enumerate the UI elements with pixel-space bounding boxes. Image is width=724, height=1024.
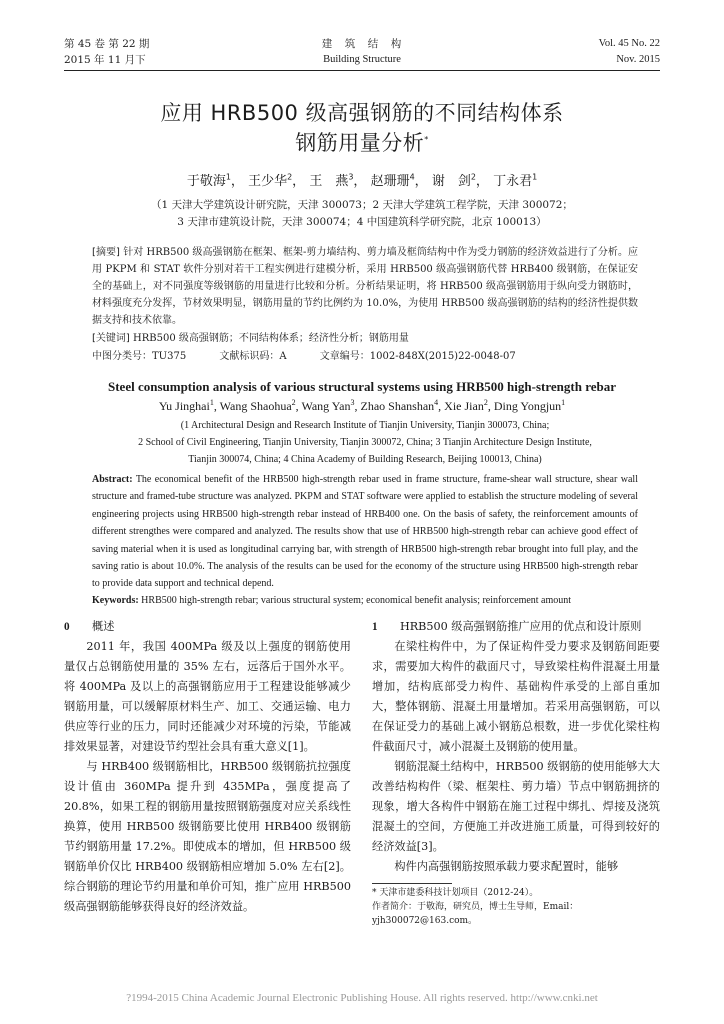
- section-title: HRB500 级高强钢筋推广应用的优点和设计原则: [400, 620, 642, 633]
- english-affiliation-line: 2 School of Civil Engineering, Tianjin University, Tianjin 300072, China; 3 Tianjin Architecture Design Institute,: [138, 437, 592, 448]
- author-en-name: Wang Shaohua: [219, 399, 292, 413]
- abstract-cn-label: [摘要]: [92, 247, 120, 258]
- author: [187, 174, 231, 189]
- document-code: 文献标识码：A: [219, 351, 287, 362]
- classification-row: [92, 348, 546, 365]
- abstract-en-text: The economical benefit of the HRB500 high-strength rebar used in frame structure, frame-shear wall structure, shear wall structure and framed-tube structure was analyzed. PKPM and STAT software were applied to establish the structure modeling of several engineering projects using HRB500 high-strength rebar instead of HRB400 one. On the basis of safety, the reinforcement amounts of different strengthes were compared and analyzed. The results show that use of HRB500 high-strength rebar can achieve good effect of saving material when it is used as longitudinal carrying bar, with strength of HRB500 high-strength rebar brought into full play, and the saving ratio is about 10.0%. The analysis of the results can be used for the economy of the structure using HRB500 high-strength rebar to provide data support and technical depend.: [92, 474, 638, 590]
- journal-volume-en: [500, 36, 660, 68]
- funding-note: * 天津市建委科技计划项目（2012-24）。: [372, 888, 539, 898]
- keywords-cn-label: [关键词]: [92, 333, 130, 344]
- paragraph: 构件内高强钢筋按照承载力要求配置时，能够: [394, 860, 619, 873]
- author-name: 于敬海: [186, 174, 226, 189]
- author-en-sup: 2: [483, 398, 488, 407]
- footnote-rule: [372, 883, 452, 884]
- author-en-name: Wang Yan: [301, 399, 351, 413]
- author-sup: 2: [470, 172, 476, 182]
- keywords-en: [92, 592, 638, 609]
- author-en-name: Ding Yongjun: [493, 399, 562, 413]
- issue-date: 2015 年 11 月下: [64, 54, 146, 66]
- author-sup: 2: [287, 172, 293, 182]
- english-affiliation-line: Tianjin 300074, China; 4 China Academy of Building Research, Beijing 100013, China): [188, 454, 542, 465]
- title-line-2-text: 钢筋用量分析: [295, 131, 425, 155]
- date-en: Nov. 2015: [616, 54, 660, 65]
- author: [493, 174, 537, 189]
- author-name: 王 燕: [309, 174, 349, 189]
- author-en-sup: 1: [209, 398, 214, 407]
- affiliation-line: （1 天津大学建筑设计研究院，天津 300073；2 天津大学建筑工程学院，天津 300072；: [151, 199, 573, 211]
- journal-name-cn: 建 筑 结 构: [321, 38, 403, 50]
- author: [309, 174, 353, 189]
- author-list: 于敬海$^1$， 王少华$^2$， 王 燕$^3$， 赵珊珊$^4$， 谢 剑$^2$， 丁永君$^1$: [186, 172, 538, 189]
- author-sup: 1: [225, 172, 231, 182]
- author-en: [301, 399, 354, 413]
- section-title: 概述: [92, 620, 115, 633]
- title-footnote-mark: *: [424, 135, 429, 144]
- paragraph: 2011 年，我国 400MPa 级及以上强度的钢筋使用量仅占总钢筋使用量的 35% 左右，远落后于国外水平。将 400MPa 及以上的高强钢筋应用于工程建设能够减少钢筋用量，可以缓解原材料生产、加工、交通运输、电力供应等行业的压力，同时还能减少对环境的污染，节能减排效果显著，对建设节约型社会具有重大意义[1]。: [64, 640, 351, 753]
- section-number: 1: [372, 621, 378, 633]
- abstract-en-label: Abstract:: [92, 474, 133, 485]
- author-en-name: Yu Jinghai: [158, 399, 210, 413]
- author-name: 赵珊珊: [370, 174, 410, 189]
- author-en-sup: 3: [350, 398, 355, 407]
- author: [248, 174, 292, 189]
- affiliation-line: 3 天津市建筑设计院，天津 300074；4 中国建筑科学研究院，北京 100013）: [177, 216, 547, 228]
- author-en-sup: 1: [561, 398, 566, 407]
- paragraph: 与 HRB400 级钢筋相比，HRB500 级钢筋抗拉强度设计值由 360MPa 提升到 435MPa，强度提高了 20.8%，如果工程的钢筋用量按照钢筋强度对应关系线性换算，使用 HRB500 级钢筋要比使用 HRB400 级钢筋节约钢筋用量 17.2%。即使成本的增加，但 HRB500 级钢筋单价仅比 HRB400 级钢筋相应增加 5.0% 左右[2]。综合钢筋的理论节约用量和单价可知，推广应用 HRB500 级高强钢筋能够获得良好的经济效益。: [64, 760, 351, 913]
- author-en: [220, 399, 296, 413]
- journal-name: [262, 36, 462, 68]
- title-line-2: [64, 128, 660, 158]
- right-column: [372, 617, 660, 877]
- author-en-sup: 2: [291, 398, 296, 407]
- paragraph: 在梁柱构件中，为了保证构件受力要求及钢筋间距要求，需要加大构件的截面尺寸，导致梁柱构件混凝土用量增加，结构底部受力构件、基础构件承受的上部自重加大，整体钢筋、混凝土用量增加。若采用高强钢筋，可以在保证受力的基础上减小钢筋总根数，进一步优化梁柱构件截面尺寸，减小混凝土及钢筋的使用量。: [372, 640, 660, 753]
- keywords-en-label: Keywords:: [92, 595, 139, 606]
- english-affiliations: [92, 417, 638, 468]
- author: [371, 174, 415, 189]
- author-en-name: Zhao Shanshan: [360, 399, 435, 413]
- english-author-list: Yu Jinghai$^1$, Wang Shaohua$^2$, Wang Yan$^3$, Zhao Shanshan$^4$, Xie Jian$^2$, Ding Yongjun$^1$: [158, 398, 566, 413]
- keywords-cn: [92, 330, 638, 347]
- author-en-name: Xie Jian: [444, 399, 484, 413]
- author-sup: 4: [409, 172, 415, 182]
- author-en: [159, 399, 214, 413]
- section-0-heading: [64, 617, 351, 637]
- author-bio-note: 作者简介：于敬海，研究员，博士生导师，Email：yjh300072@163.com。: [372, 902, 579, 926]
- author: [432, 174, 476, 189]
- author-en-sup: 4: [434, 398, 439, 407]
- section-1-heading: [372, 617, 660, 637]
- journal-issue: [64, 36, 149, 68]
- keywords-en-text: HRB500 high-strength rebar; various structural system; economical benefit analysis; reinforcement amount: [141, 595, 572, 606]
- author-name: 丁永君: [493, 174, 533, 189]
- article-number: 文章编号：1002-848X(2015)22-0048-07: [319, 351, 516, 362]
- abstract-en: [92, 471, 638, 593]
- page-title: [64, 98, 660, 158]
- paragraph: 钢筋混凝土结构中，HRB500 级钢筋的使用能够大大改善结构构件（梁、框架柱、剪力墙）节点中钢筋拥挤的现象，增大各构件中钢筋在施工过程中绑扎、焊接及浇筑混凝土的空间，方便施工并改进施工质量，可得到较好的经济效益[3]。: [372, 760, 660, 853]
- left-column: [64, 617, 351, 917]
- footnotes: [372, 886, 662, 928]
- volume-en: Vol. 45 No. 22: [598, 38, 660, 49]
- author-en: [444, 399, 488, 413]
- abstract-cn: [92, 244, 638, 329]
- author-sup: 3: [348, 172, 354, 182]
- journal-name-en: Building Structure: [323, 54, 401, 65]
- section-number: 0: [64, 621, 70, 633]
- english-title: Steel consumption analysis of various structural systems using HRB500 high-strength rebar: [108, 379, 616, 394]
- author-en: [494, 399, 565, 413]
- volume-issue: 第 45 卷 第 22 期: [64, 38, 150, 50]
- abstract-cn-text: 针对 HRB500 级高强钢筋在框架、框架-剪力墙结构、剪力墙及框筒结构中作为受力钢筋的经济效益进行了分析。应用 PKPM 和 STAT 软件分别对若干工程实例进行建模分析，采用 HRB500 级高强钢筋代替 HRB400 级钢筋，在保证安全的基础上，对不同强度等级钢筋的用量进行比较和分析。分析结果证明，将 HRB500 级高强钢筋用于纵向受力钢筋时，材料强度充分发挥，节材效果明显，钢筋用量的节约比例约为 10.0%，为使用 HRB500 级高强钢筋的结构的经济性提供数据支持和技术依靠。: [92, 247, 638, 326]
- keywords-cn-text: HRB500 级高强钢筋；不同结构体系；经济性分析；钢筋用量: [133, 333, 409, 344]
- author-en: [361, 399, 439, 413]
- title-line-1: 应用 HRB500 级高强钢筋的不同结构体系: [160, 101, 564, 125]
- author-name: 谢 剑: [431, 174, 471, 189]
- affiliations: [64, 197, 660, 231]
- english-affiliation-line: (1 Architectural Design and Research Institute of Tianjin University, Tianjin 300073, China;: [180, 420, 550, 431]
- author-name: 王少华: [248, 174, 288, 189]
- author-sup: 1: [532, 172, 538, 182]
- header-rule: [64, 70, 660, 71]
- clc-number: 中图分类号：TU375: [92, 351, 187, 362]
- copyright-footer: ?1994-2015 China Academic Journal Electronic Publishing House. All rights reserved. http://www.cnki.net: [126, 992, 598, 1004]
